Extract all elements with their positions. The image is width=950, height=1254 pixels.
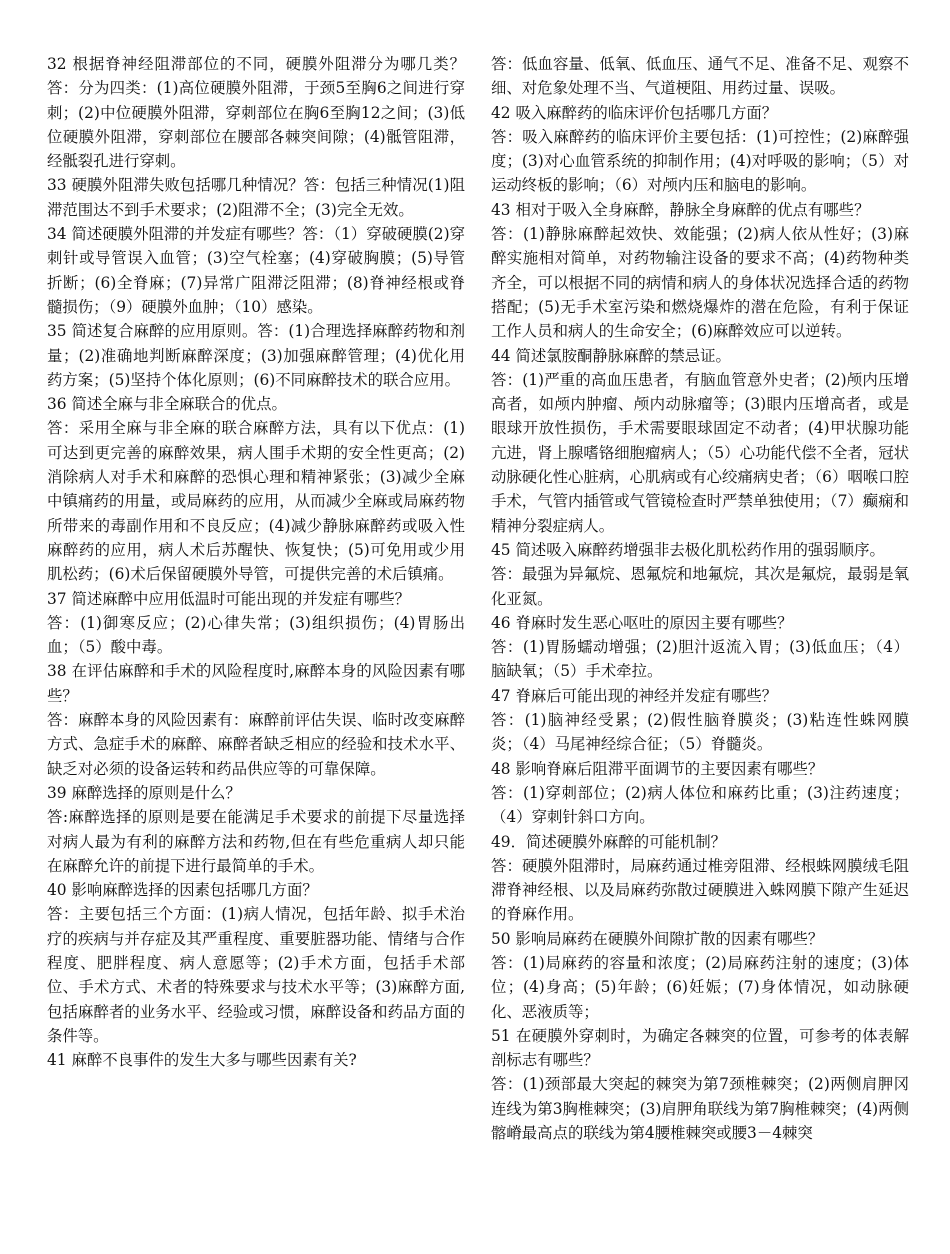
right-column-paragraph: 43 相对于吸入全身麻醉，静脉全身麻醉的优点有哪些？ — [491, 200, 870, 219]
right-column-paragraph: 答：(1)静脉麻醉起效快、效能强；(2)病人依从性好；(3)麻醉实施相对简单，对药物输注设备的要求不高；(4)药物种类齐全，可以根据不同的病情和病人的身体状况选择合适的药物搭配；(5)无手术室污染和燃烧爆炸的潜在危险，有利于保证工作人员和病人的生命安全；(6)麻醉效应可以逆转。 — [491, 225, 909, 341]
right-column-paragraph: 答：吸入麻醉药的临床评价主要包括：(1)可控性；(2)麻醉强度；(3)对心血管系统的抑制作用；(4)对呼吸的影响；（5）对运动终板的影响；（6）对颅内压和脑电的影响。 — [491, 127, 909, 195]
right-column-paragraph: 51 在硬膜外穿刺时，为确定各棘突的位置，可参考的体表解剖标志有哪些？ — [491, 1026, 909, 1070]
left-column-paragraph: 答：主要包括三个方面：(1)病人情况，包括年龄、拟手术治疗的疾病与并存症及其严重程度、重要脏器功能、情绪与合作程度、肥胖程度、病人意愿等；(2)手术方面，包括手术部位、手术方式、术者的特殊要求与技术水平等；(3)麻醉方面,包括麻醉者的业务水平、经验或习惯，麻醉设备和药品方面的条件等。 — [47, 905, 465, 1045]
right-column-paragraph: 46 脊麻时发生恶心呕吐的原因主要有哪些？ — [491, 613, 793, 632]
left-column-paragraph: 39 麻醉选择的原则是什么？ — [47, 783, 241, 802]
left-column-paragraph: 答：(1)御寒反应；(2)心律失常；(3)组织损伤；(4)胃肠出血；（5）酸中毒。 — [47, 613, 465, 657]
right-column-paragraph: 50 影响局麻药在硬膜外间隙扩散的因素有哪些？ — [491, 929, 824, 948]
right-column-paragraph: 45 简述吸入麻醉药增强非去极化肌松药作用的强弱顺序。 — [491, 540, 885, 559]
right-column-paragraph: 答：(1)穿刺部位；(2)病人体位和麻药比重；(3)注药速度；（4）穿刺针斜口方向。 — [491, 783, 909, 827]
right-column-paragraph: 答：(1)严重的高血压患者，有脑血管意外史者；(2)颅内压增高者，如颅内肿瘤、颅内动脉瘤等；(3)眼内压增高者，或是眼球开放性损伤，手术需要眼球固定不动者；(4)甲状腺功能亢进，肾上腺嗜铬细胞瘤病人；（5）心功能代偿不全者，冠状动脉硬化性心脏病，心肌病或有心绞痛病史者；（6）咽喉口腔手术，气管内插管或气管镜检查时严禁单独使用；（7）癫痫和精神分裂症病人。 — [491, 370, 909, 535]
right-column-paragraph: 49．简述硬膜外麻醉的可能机制？ — [491, 832, 727, 851]
right-column-paragraph: 答：(1)局麻药的容量和浓度；(2)局麻药注射的速度；(3)体位；(4)身高；(5)年龄；(6)妊娠；(7)身体情况，如动脉硬化、恶液质等； — [491, 953, 909, 1021]
right-column-paragraph: 48 影响脊麻后阻滞平面调节的主要因素有哪些？ — [491, 759, 824, 778]
left-column-paragraph: 33 硬膜外阻滞失败包括哪几种情况？答：包括三种情况(1)阻滞范围达不到手术要求；(2)阻滞不全；(3)完全无效。 — [47, 176, 465, 219]
right-column-paragraph: 答：低血容量、低氧、低血压、通气不足、准备不足、观察不细、对危象处理不当、气道梗阻、用药过量、误吸。 — [491, 55, 909, 98]
left-column-paragraph: 41 麻醉不良事件的发生大多与哪些因素有关? — [47, 1051, 357, 1070]
right-column-paragraph: 44 简述氯胺酮静脉麻醉的禁忌证。 — [491, 346, 731, 365]
right-column-paragraph: 答：(1)脑神经受累；(2)假性脑脊膜炎；(3)粘连性蛛网膜炎；（4）马尾神经综合征；（5）脊髓炎。 — [491, 711, 909, 754]
left-column-paragraph: 35 简述复合麻醉的应用原则。答：(1)合理选择麻醉药物和剂量；(2)准确地判断麻醉深度；(3)加强麻醉管理；(4)优化用药方案；(5)坚持个体化原则；(6)不同麻醉技术的联合应用。 — [47, 322, 465, 389]
left-column-paragraph: 36 简述全麻与非全麻联合的优点。 — [47, 395, 287, 414]
left-column-paragraph: 答：采用全麻与非全麻的联合麻醉方法，具有以下优点：(1)可达到更完善的麻醉效果，病人围手术期的安全性更高；(2)消除病人对手术和麻醉的恐惧心理和精神紧张；(3)减少全麻中镇痛药的用量，或局麻药的应用，从而减少全麻或局麻药物所带来的毒副作用和不良反应；(4)减少静脉麻醉药或吸入性麻醉药的应用，病人术后苏醒快、恢复快；(5)可免用或少用肌松药；(6)术后保留硬膜外导管，可提供完善的术后镇痛。 — [47, 419, 465, 584]
left-column-paragraph: 32 根据脊神经阻滞部位的不同，硬膜外阻滞分为哪几类？答：分为四类：(1)高位硬膜外阻滞，于颈5至胸6之间进行穿刺；(2)中位硬膜外阻滞，穿刺部位在胸6至胸12之间；(3)低位硬膜外阻滞，穿刺部位在腰部各棘突间隙；(4)骶管阻滞，经骶裂孔进行穿刺。 — [47, 55, 465, 171]
right-column-paragraph: 答：硬膜外阻滞时，局麻药通过椎旁阻滞、经根蛛网膜绒毛阻滞脊神经根、以及局麻药弥散过硬膜进入蛛网膜下隙产生延迟的脊麻作用。 — [491, 856, 909, 924]
right-column-paragraph: 答：最强为异氟烷、恩氟烷和地氟烷，其次是氟烷，最弱是氧化亚氮。 — [491, 565, 909, 608]
left-column-paragraph: 38 在评估麻醉和手术的风险程度时,麻醉本身的风险因素有哪些？ — [47, 662, 465, 705]
right-column — [491, 52, 909, 1145]
right-column-paragraph: 答：(1)颈部最大突起的棘突为第7颈椎棘突；(2)两侧肩胛冈连线为第3胸椎棘突；(3)肩胛角联线为第7胸椎棘突；(4)两侧髂嵴最高点的联线为第4腰椎棘突或腰3－4棘突 — [491, 1075, 909, 1143]
right-column-paragraph: 答：(1)胃肠蠕动增强；(2)胆汁返流入胃；(3)低血压；（4）脑缺氧；（5）手术牵拉。 — [491, 638, 909, 681]
left-column-paragraph: 答：麻醉本身的风险因素有：麻醉前评估失误、临时改变麻醉方式、急症手术的麻醉、麻醉者缺乏相应的经验和技术水平、缺乏对必须的设备运转和药品供应等的可靠保障。 — [47, 711, 465, 778]
document-page — [47, 52, 909, 1145]
left-column-paragraph: 37 简述麻醉中应用低温时可能出现的并发症有哪些？ — [47, 589, 411, 608]
left-column — [47, 52, 465, 1145]
right-column-paragraph: 47 脊麻后可能出现的神经并发症有哪些？ — [491, 686, 778, 705]
left-column-paragraph: 34 简述硬膜外阻滞的并发症有哪些？答：（1）穿破硬膜(2)穿刺针或导管误入血管；(3)空气栓塞；(4)穿破胸膜；(5)导管折断；(6)全脊麻；(7)异常广阻滞泛阻滞；(8)脊神经根或脊髓损伤；（9）硬膜外血肿；（10）感染。 — [47, 225, 465, 316]
left-column-paragraph: 答:麻醉选择的原则是要在能满足手术要求的前提下尽量选择对病人最为有利的麻醉方法和药物,但在有些危重病人却只能在麻醉允许的前提下进行最简单的手术。 — [47, 808, 465, 875]
left-column-paragraph: 40 影响麻醉选择的因素包括哪几方面？ — [47, 881, 318, 900]
right-column-paragraph: 42 吸入麻醉药的临床评价包括哪几方面？ — [491, 103, 778, 122]
